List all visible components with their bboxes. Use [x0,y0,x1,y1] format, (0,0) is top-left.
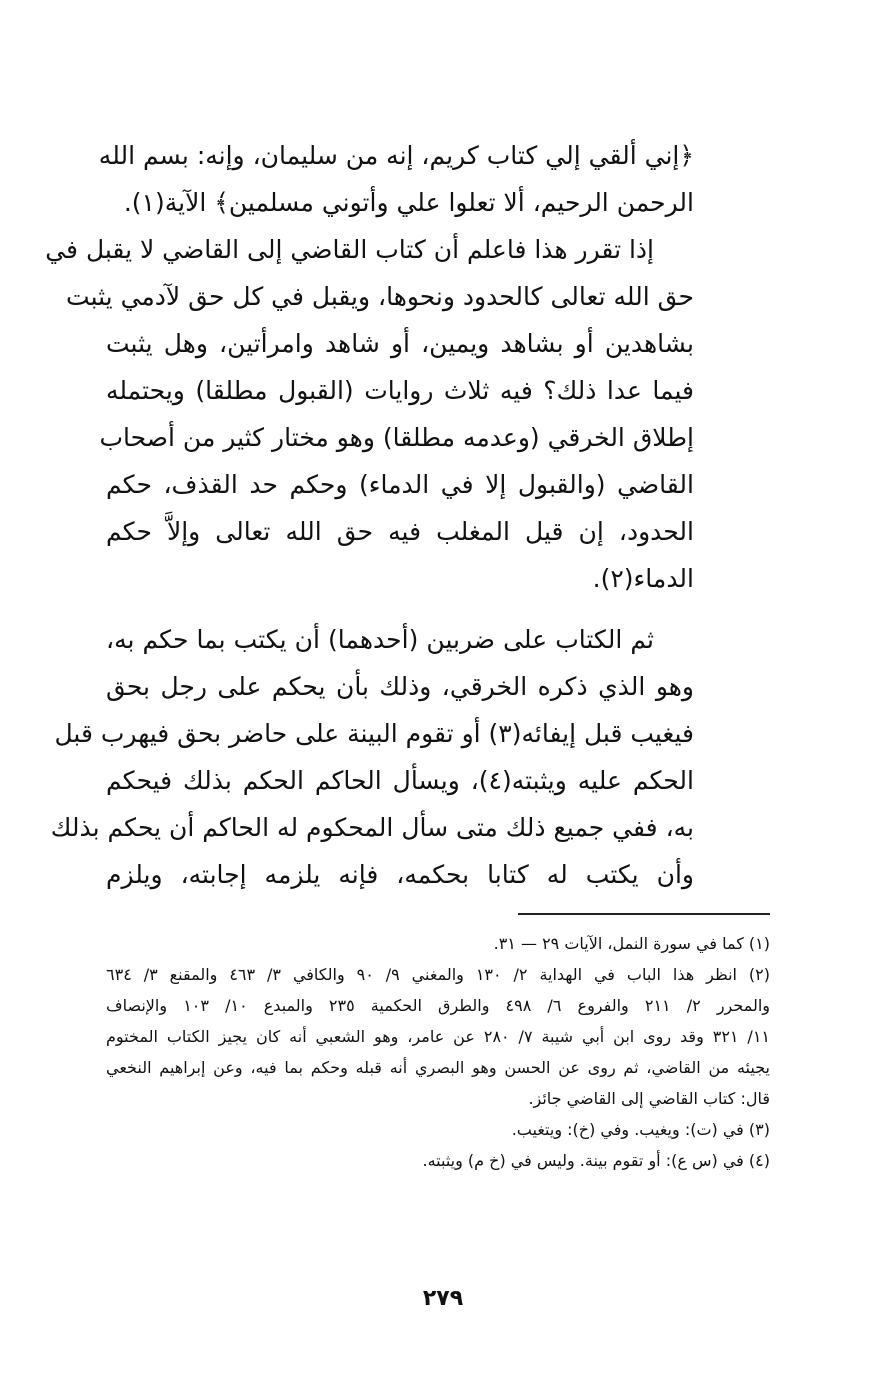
body-line: فيغيب قبل إيفائه(٣) أو تقوم البينة على حاضر بحق فيهرب قبل [54,719,694,748]
body-line: ثم الكتاب على ضربين (أحدهما) أن يكتب بما حكم به، [106,625,654,654]
footnote-line: قال: كتاب القاضي إلى القاضي جائز. [528,1089,770,1108]
body-line: به، ففي جميع ذلك متى سأل المحكوم له الحاكم أن يحكم بذلك [50,813,694,842]
main-text [45,132,694,898]
body-line: فيما عدا ذلك؟ فيه ثلاث روايات (القبول مطلقا) ويحتمله [106,376,694,405]
body-line: بشاهدين أو بشاهد ويمين، أو شاهد وامرأتين، وهل يثبت [106,329,694,358]
body-line: إذا تقرر هذا فاعلم أن كتاب القاضي إلى القاضي لا يقبل في [45,235,654,264]
footnote-line: يجيئه من القاضي، ثم روى عن الحسن وهو البصري أنه قبله وحكم بما فيه، وعن إبراهيم النخعي [106,1058,770,1077]
footnote-line: (٣) في (ت): ويغيب. وفي (خ): ويتغيب. [511,1120,770,1139]
body-line: وأن يكتب له كتابا بحكمه، فإنه يلزمه إجابته، ويلزم [106,860,694,889]
footnote-line: (٤) في (س ع): أو تقوم بينة. وليس في (خ م) ويثبته. [422,1151,770,1170]
footnotes [106,928,770,1176]
body-line: القاضي (والقبول إلا في الدماء) وحكم حد القذف، حكم [106,470,694,499]
footnote-line: (١) كما في سورة النمل، الآيات ٢٩ — ٣١. [493,934,770,953]
footnote-line: والمحرر ٢/ ٢١١ والفروع ٦/ ٤٩٨ والطرق الحكمية ٢٣٥ والمبدع ١٠/ ١٠٣ والإنصاف [106,996,771,1015]
body-line: الحكم عليه ويثبته(٤)، ويسأل الحاكم الحكم بذلك فيحكم [106,766,694,795]
body-line: الرحمن الرحيم، ألا تعلوا علي وأتوني مسلمين﴾ الآية(١). [123,188,694,217]
body-line: حق الله تعالى كالحدود ونحوها، ويقبل في كل حق لآدمي يثبت [66,282,694,311]
body-line: ﴿إني ألقي إلي كتاب كريم، إنه من سليمان، وإنه: بسم الله [98,141,694,170]
body-line: إطلاق الخرقي (وعدمه مطلقا) وهو مختار كثير من أصحاب [99,423,694,452]
footnote-line: (٢) انظر هذا الباب في الهداية ٢/ ١٣٠ والمغني ٩/ ٩٠ والكافي ٣/ ٤٦٣ والمقنع ٣/ ٦٣٤ [106,965,770,984]
body-line: الدماء(٢). [592,564,694,593]
body-line: وهو الذي ذكره الخرقي، وذلك بأن يحكم على رجل بحق [106,672,694,701]
body-line: الحدود، إن قيل المغلب فيه حق الله تعالى وإلاَّ حكم [106,517,694,546]
footnote-line: ١١/ ٣٢١ وقد روى ابن أبي شيبة ٧/ ٢٨٠ عن عامر، وهو الشعبي أنه كان يجيز الكتاب المختوم [106,1027,771,1046]
footnote-divider [518,913,770,915]
page-number: ٢٧٩ [422,1286,464,1311]
